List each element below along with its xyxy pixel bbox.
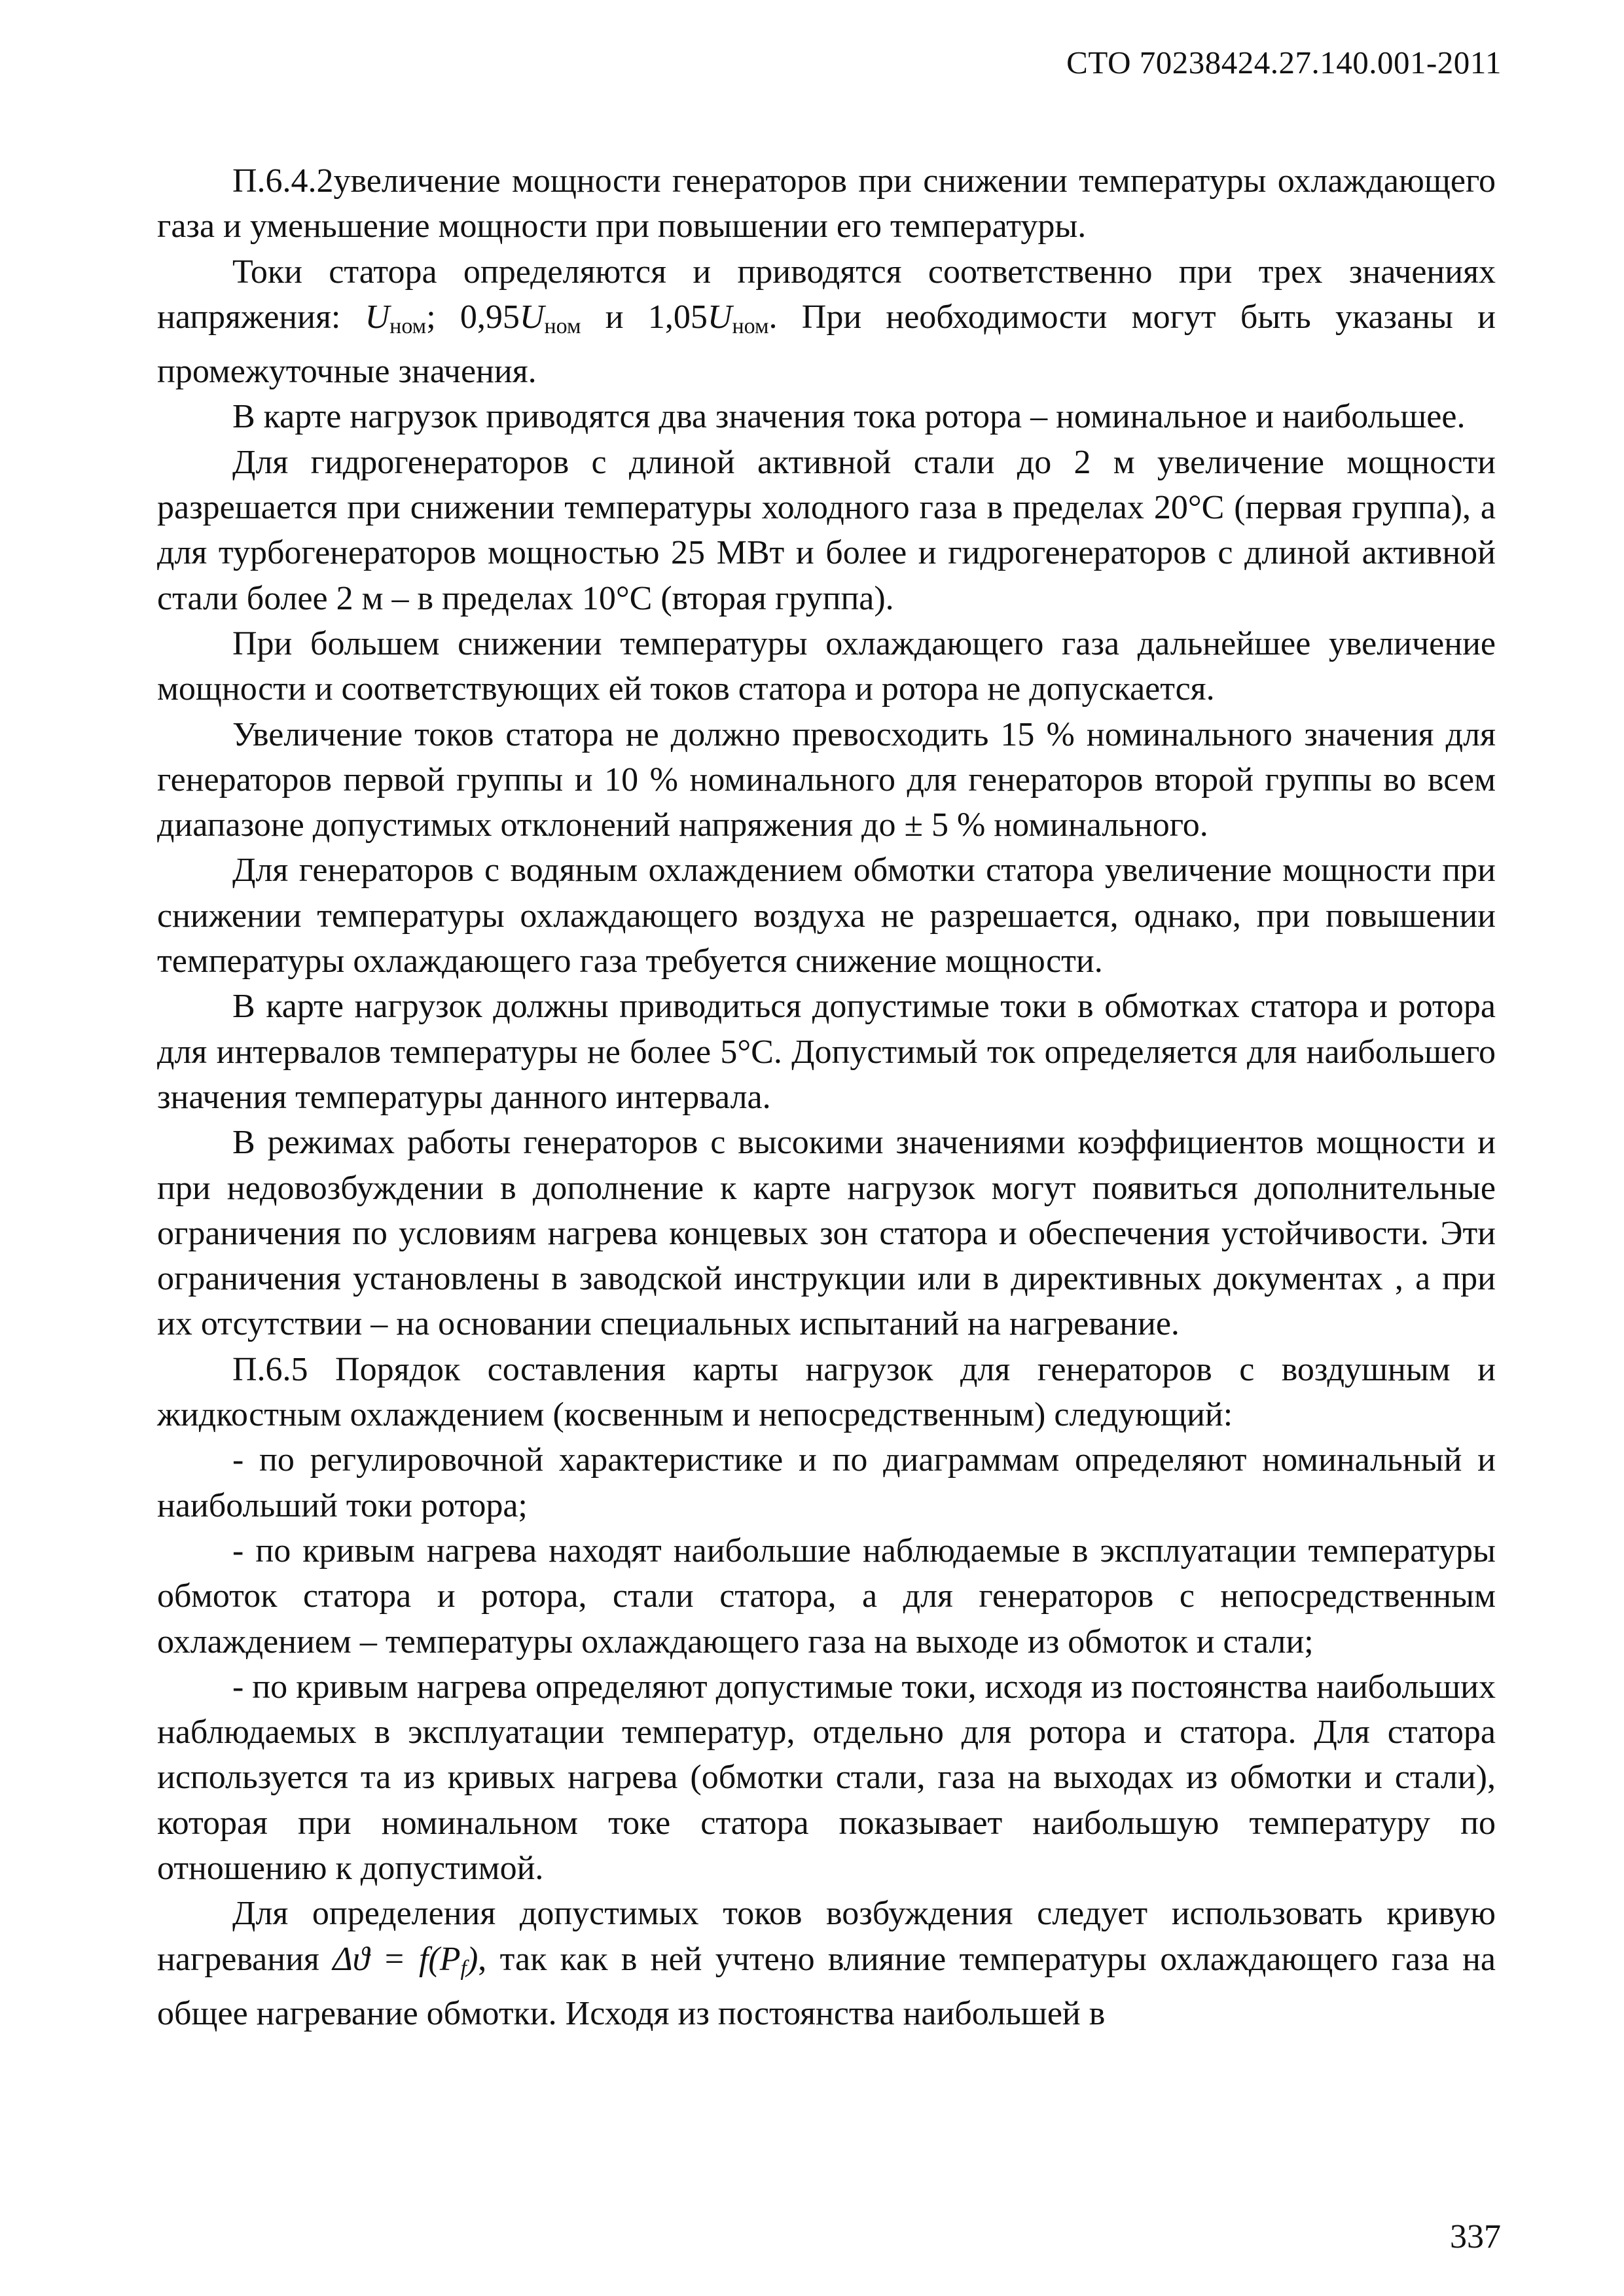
page-body [157,158,1496,2036]
formula-close: ) [466,1940,478,1978]
paragraph-water-cooling: Для генераторов с водяным охлаждением обмотки статора увеличение мощности при снижении температуры охлаждающего воздуха не разрешается, однако, при повышении температуры охлаждающего газа требуется снижение мощности. [157,852,1496,980]
text-segment: и 1,05 [581,298,708,336]
text-segment: ; 0,95 [426,298,520,336]
formula-subscript: f [460,1956,467,1981]
voltage-symbol: U [707,298,732,336]
paragraph-6-5: П.6.5 Порядок составления карты нагрузок для генераторов с воздушным и жидкостным охлаждением (косвенным и непосредственным) следующий: [157,1350,1496,1434]
voltage-symbol: U [365,298,390,336]
document-code-header: СТО 70238424.27.140.001-2011 [1066,45,1502,81]
text-segment: , так как в ней учтено влияние температуры охлаждающего газа на общее нагревание обмотки. Исходя из постоянства наибольшей в [157,1940,1496,2032]
paragraph-6-4-2: П.6.4.2увеличение мощности генераторов при снижении температуры охлаждающего газа и уменьшение мощности при повышении его температуры. [157,162,1496,245]
list-item: - по кривым нагрева определяют допустимые токи, исходя из постоянства наибольших наблюдаемых в эксплуатации температур, отдельно для ротора и статора. Для статора используется та из кривых нагрева (обмотки стали, газа на выходах из обмотки и стали), которая при номинальном токе статора показывает наибольшую температуру по отношению к допустимой. [157,1668,1496,1887]
list-item: - по регулировочной характеристике и по диаграммам определяют номинальный и наибольший токи ротора; [157,1441,1496,1524]
paragraph-stator-currents [157,249,1496,395]
voltage-subscript: ном [544,314,581,338]
voltage-subscript: ном [389,314,427,338]
text-segment: Токи статора определяются и приводятся соответственно при трех значениях напряжения: [157,253,1496,336]
formula-main: Δϑ = f(P [333,1940,461,1978]
paragraph-excitation-currents [157,1891,1496,2036]
paragraph-temperature-intervals: В карте нагрузок должны приводиться допустимые токи в обмотках статора и ротора для интервалов температуры не более 5°С. Допустимый ток определяется для наибольшего значения температуры данного интервала. [157,988,1496,1116]
paragraph-current-increase-limit: Увеличение токов статора не должно превосходить 15 % номинального значения для генераторов первой группы и 10 % номинального для генераторов второй группы во всем диапазоне допустимых отклонений напряжения до ± 5 % номинального. [157,715,1496,844]
voltage-subscript: ном [732,314,769,338]
heating-formula [333,1940,478,1981]
list-item: - по кривым нагрева находят наибольшие наблюдаемые в эксплуатации температуры обмоток статора и ротора, стали статора, а для генераторов с непосредственным охлаждением – температуры охлаждающего газа на выходе из обмоток и стали; [157,1532,1496,1660]
paragraph-hydrogenerators: Для гидрогенераторов с длиной активной стали до 2 м увеличение мощности разрешается при снижении температуры холодного газа в пределах 20°С (первая группа), а для турбогенераторов мощностью 25 МВт и более и гидрогенераторов с длиной активной стали более 2 м – в пределах 10°С (вторая группа). [157,443,1496,617]
text-segment: . При необходимости могут быть указаны и промежуточные значения. [157,298,1496,391]
paragraph-rotor-current: В карте нагрузок приводятся два значения тока ротора – номинальное и наибольшее. [232,398,1466,436]
text-segment: Для определения допустимых токов возбуждения следует использовать кривую нагревания [157,1895,1496,1978]
paragraph-additional-limits: В режимах работы генераторов с высокими значениями коэффициентов мощности и при недовозбуждении в дополнение к карте нагрузок могут появиться дополнительные ограничения по условиям нагрева концевых зон статора и обеспечения устойчивости. Эти ограничения установлены в заводской инструкции или в директивных документах , а при их отсутствии – на основании специальных испытаний на нагревание. [157,1124,1496,1343]
voltage-symbol: U [519,298,545,336]
paragraph-further-reduction: При большем снижении температуры охлаждающего газа дальнейшее увеличение мощности и соответствующих ей токов статора и ротора не допускается. [157,624,1496,708]
page-number: 337 [1450,2218,1501,2255]
